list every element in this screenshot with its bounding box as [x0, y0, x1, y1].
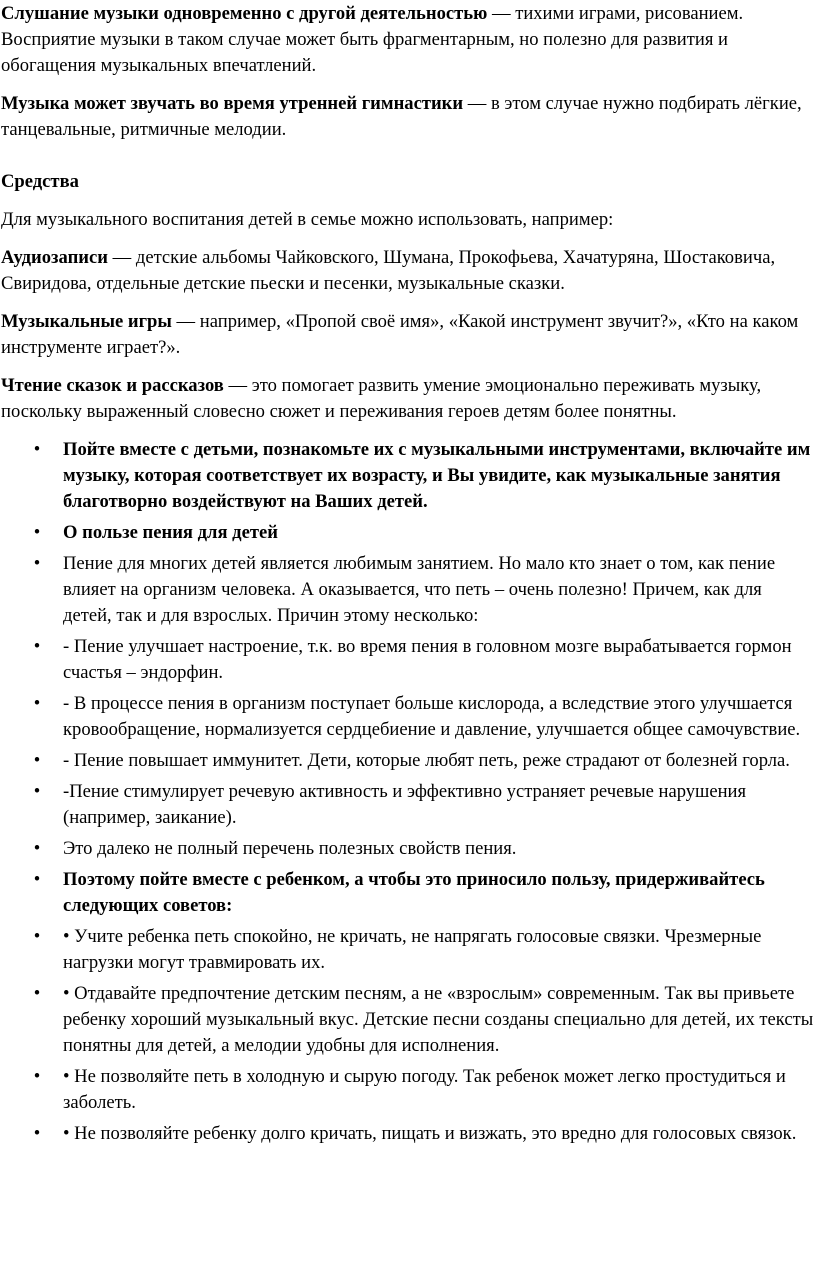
list-item — [1, 634, 814, 686]
list-item-text: • Не позволяйте ребенку долго кричать, пищать и визжать, это вредно для голосовых связок. — [63, 1123, 797, 1144]
list-item-text: -Пение стимулирует речевую активность и эффективно устраняет речевые нарушения (например, заикание). — [63, 781, 747, 828]
bullet-list-container — [1, 437, 814, 1147]
list-item — [1, 748, 814, 774]
bullet-dot-icon: • — [33, 869, 41, 890]
paragraph-body: — например, «Пропой своё имя», «Какой инструмент звучит?», «Кто на каком инструменте играет?». — [1, 311, 799, 358]
paragraph-morning-exercise — [1, 91, 814, 143]
paragraph-body: — это помогает развить умение эмоционально переживать музыку, поскольку выраженный словесно сюжет и переживания героев детям более понятны. — [1, 375, 762, 422]
bullet-dot-icon: • — [33, 1123, 41, 1144]
paragraph-lead: Музыкальные игры — [1, 311, 172, 332]
bullet-dot-icon: • — [33, 439, 41, 460]
paragraph-lead: Музыка может звучать во время утренней гимнастики — [1, 93, 464, 114]
bullet-dot-icon: • — [33, 926, 41, 947]
paragraph-body: — в этом случае нужно подбирать лёгкие, танцевальные, ритмичные мелодии. — [1, 93, 802, 140]
paragraph-lead: Аудиозаписи — [1, 247, 108, 268]
section-heading-means: Средства — [1, 171, 79, 192]
document-page — [0, 1, 816, 1147]
list-item — [1, 924, 814, 976]
list-item-text: Пойте вместе с детьми, познакомьте их с музыкальными инструментами, включайте им музыку, которая соответствует их возрасту, и Вы увидите, как музыкальные занятия благотворно воздействуют на Ваших детей. — [63, 439, 811, 512]
bullet-list — [1, 437, 814, 1147]
list-item — [1, 1121, 814, 1147]
bullet-dot-icon: • — [33, 553, 41, 574]
bullet-dot-icon: • — [33, 693, 41, 714]
paragraph-lead: Слушание музыки одновременно с другой деятельностью — [1, 3, 488, 24]
list-item — [1, 981, 814, 1059]
paragraph-body: — тихими играми, рисованием. Восприятие музыки в таком случае может быть фрагментарным, но полезно для развития и обогащения музыкальных впечатлений. — [1, 3, 744, 76]
list-item-text: О пользе пения для детей — [63, 522, 278, 543]
paragraph-body: — детские альбомы Чайковского, Шумана, Прокофьева, Хачатуряна, Шостаковича, Свиридова, отдельные детские пьески и песенки, музыкальные сказки. — [1, 247, 776, 294]
list-item — [1, 1064, 814, 1116]
list-item-text: Пение для многих детей является любимым занятием. Но мало кто знает о том, как пение влияет на организм человека. А оказывается, что петь – очень полезно! Причем, как для детей, так и для взрослых. Причин этому несколько: — [63, 553, 776, 626]
list-item — [1, 551, 814, 629]
list-item-text: Поэтому пойте вместе с ребенком, а чтобы это приносило пользу, придерживайтесь следующих советов: — [63, 869, 765, 916]
bullet-dot-icon: • — [33, 636, 41, 657]
bullet-dot-icon: • — [33, 838, 41, 859]
paragraph-audio-records — [1, 245, 814, 297]
paragraph-reading-tales — [1, 373, 814, 425]
list-item — [1, 520, 814, 546]
bullet-dot-icon: • — [33, 781, 41, 802]
list-item-text: - Пение повышает иммунитет. Дети, которые любят петь, реже страдают от болезней горла. — [63, 750, 790, 771]
list-item-text: - Пение улучшает настроение, т.к. во время пения в головном мозге вырабатывается гормон счастья – эндорфин. — [63, 636, 792, 683]
list-item-text: - В процессе пения в организм поступает больше кислорода, а вследствие этого улучшается кровообращение, нормализуется сердцебиение и давление, улучшается общее самочувствие. — [63, 693, 801, 740]
list-item — [1, 779, 814, 831]
list-item — [1, 691, 814, 743]
paragraph-means-intro: Для музыкального воспитания детей в семье можно использовать, например: — [1, 209, 614, 230]
list-item-text: • Не позволяйте петь в холодную и сырую погоду. Так ребенок может легко простудиться и заболеть. — [63, 1066, 786, 1113]
bullet-dot-icon: • — [33, 983, 41, 1004]
bullet-dot-icon: • — [33, 750, 41, 771]
list-item — [1, 836, 814, 862]
bullet-dot-icon: • — [33, 1066, 41, 1087]
paragraph-background-listening — [1, 1, 814, 79]
list-item-text: Это далеко не полный перечень полезных свойств пения. — [63, 838, 517, 859]
list-item — [1, 437, 814, 515]
list-item-text: • Учите ребенка петь спокойно, не кричать, не напрягать голосовые связки. Чрезмерные нагрузки могут травмировать их. — [63, 926, 762, 973]
bullet-dot-icon: • — [33, 522, 41, 543]
list-item — [1, 867, 814, 919]
paragraph-lead: Чтение сказок и рассказов — [1, 375, 224, 396]
paragraph-music-games — [1, 309, 814, 361]
list-item-text: • Отдавайте предпочтение детским песням, а не «взрослым» современным. Так вы привьете ребенку хороший музыкальный вкус. Детские песни созданы специально для детей, их тексты понятны для детей, а мелодии удобны для исполнения. — [63, 983, 814, 1056]
